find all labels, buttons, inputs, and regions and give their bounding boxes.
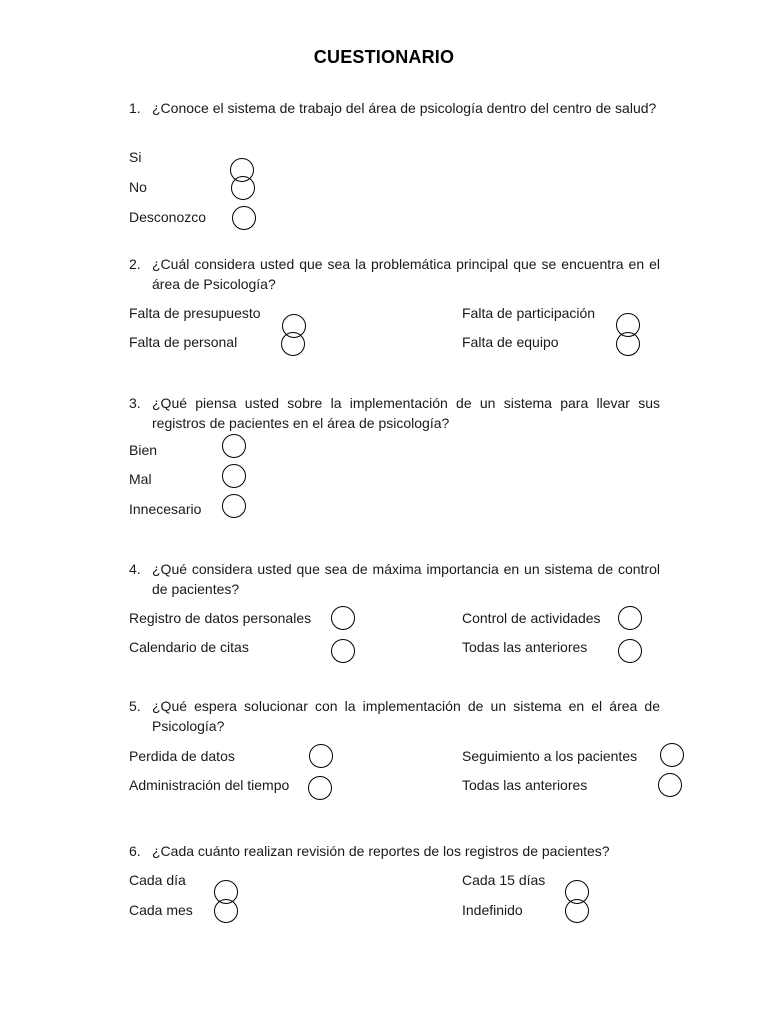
option-label-seguimiento-pacientes: Seguimiento a los pacientes — [462, 748, 638, 764]
radio-circle-control-actividades[interactable] — [618, 606, 642, 630]
question-4 — [129, 559, 660, 599]
question-number: 1. — [129, 100, 141, 116]
question-number: 5. — [129, 698, 141, 714]
radio-circle-todas-anteriores-4[interactable] — [618, 639, 642, 663]
option-label-perdida-datos: Perdida de datos — [129, 748, 235, 764]
radio-circle-falta-equipo[interactable] — [616, 332, 640, 356]
option-label-falta-presupuesto: Falta de presupuesto — [129, 305, 261, 321]
option-label-innecesario: Innecesario — [129, 501, 202, 517]
option-label-falta-equipo: Falta de equipo — [462, 334, 559, 350]
question-text: ¿Qué espera solucionar con la implementación de un sistema en el área de Psicología? — [152, 698, 660, 734]
radio-circle-falta-personal[interactable] — [281, 332, 305, 356]
option-label-control-actividades: Control de actividades — [462, 610, 601, 626]
radio-circle-administracion-tiempo[interactable] — [308, 776, 332, 800]
option-label-falta-personal: Falta de personal — [129, 334, 238, 350]
question-3 — [129, 393, 660, 433]
question-2 — [129, 254, 660, 294]
radio-circle-mal[interactable] — [222, 464, 246, 488]
option-label-todas-anteriores-5: Todas las anteriores — [462, 777, 588, 793]
option-label-bien: Bien — [129, 442, 158, 458]
option-label-indefinido: Indefinido — [462, 902, 523, 918]
option-label-si: Si — [129, 149, 142, 165]
question-number: 2. — [129, 256, 141, 272]
option-label-calendario-citas: Calendario de citas — [129, 639, 249, 655]
radio-circle-no[interactable] — [231, 176, 255, 200]
question-number: 3. — [129, 395, 141, 411]
radio-circle-cada-mes[interactable] — [214, 899, 238, 923]
option-label-cada-mes: Cada mes — [129, 902, 193, 918]
option-label-registro-datos: Registro de datos personales — [129, 610, 312, 626]
option-label-cada-dia: Cada día — [129, 872, 186, 888]
question-number: 6. — [129, 843, 141, 859]
radio-circle-seguimiento-pacientes[interactable] — [660, 743, 684, 767]
question-text: ¿Cuál considera usted que sea la problemática principal que se encuentra en el área de Psicología? — [152, 256, 660, 292]
question-text: ¿Qué considera usted que sea de máxima importancia en un sistema de control de pacientes? — [152, 561, 660, 597]
radio-circle-calendario-citas[interactable] — [331, 639, 355, 663]
option-label-todas-anteriores-4: Todas las anteriores — [462, 639, 588, 655]
radio-circle-todas-anteriores-5[interactable] — [658, 773, 682, 797]
radio-circle-registro-datos[interactable] — [331, 606, 355, 630]
question-text: ¿Conoce el sistema de trabajo del área de psicología dentro del centro de salud? — [152, 100, 657, 116]
option-label-no: No — [129, 179, 147, 195]
question-1 — [129, 98, 660, 118]
question-6 — [129, 841, 660, 861]
question-text: ¿Cada cuánto realizan revisión de reportes de los registros de pacientes? — [152, 843, 610, 859]
radio-circle-indefinido[interactable] — [565, 899, 589, 923]
option-label-mal: Mal — [129, 471, 152, 487]
option-label-desconozco: Desconozco — [129, 209, 207, 225]
radio-circle-innecesario[interactable] — [222, 494, 246, 518]
radio-circle-desconozco[interactable] — [232, 206, 256, 230]
question-number: 4. — [129, 561, 141, 577]
option-label-cada-15-dias: Cada 15 días — [462, 872, 546, 888]
page-title: CUESTIONARIO — [313, 47, 455, 67]
question-text: ¿Qué piensa usted sobre la implementación de un sistema para llevar sus registros de pacientes en el área de psicología? — [152, 395, 660, 431]
option-label-falta-participacion: Falta de participación — [462, 305, 596, 321]
radio-circle-bien[interactable] — [222, 434, 246, 458]
question-5 — [129, 696, 660, 736]
radio-circle-perdida-datos[interactable] — [309, 744, 333, 768]
option-label-administracion-tiempo: Administración del tiempo — [129, 777, 290, 793]
